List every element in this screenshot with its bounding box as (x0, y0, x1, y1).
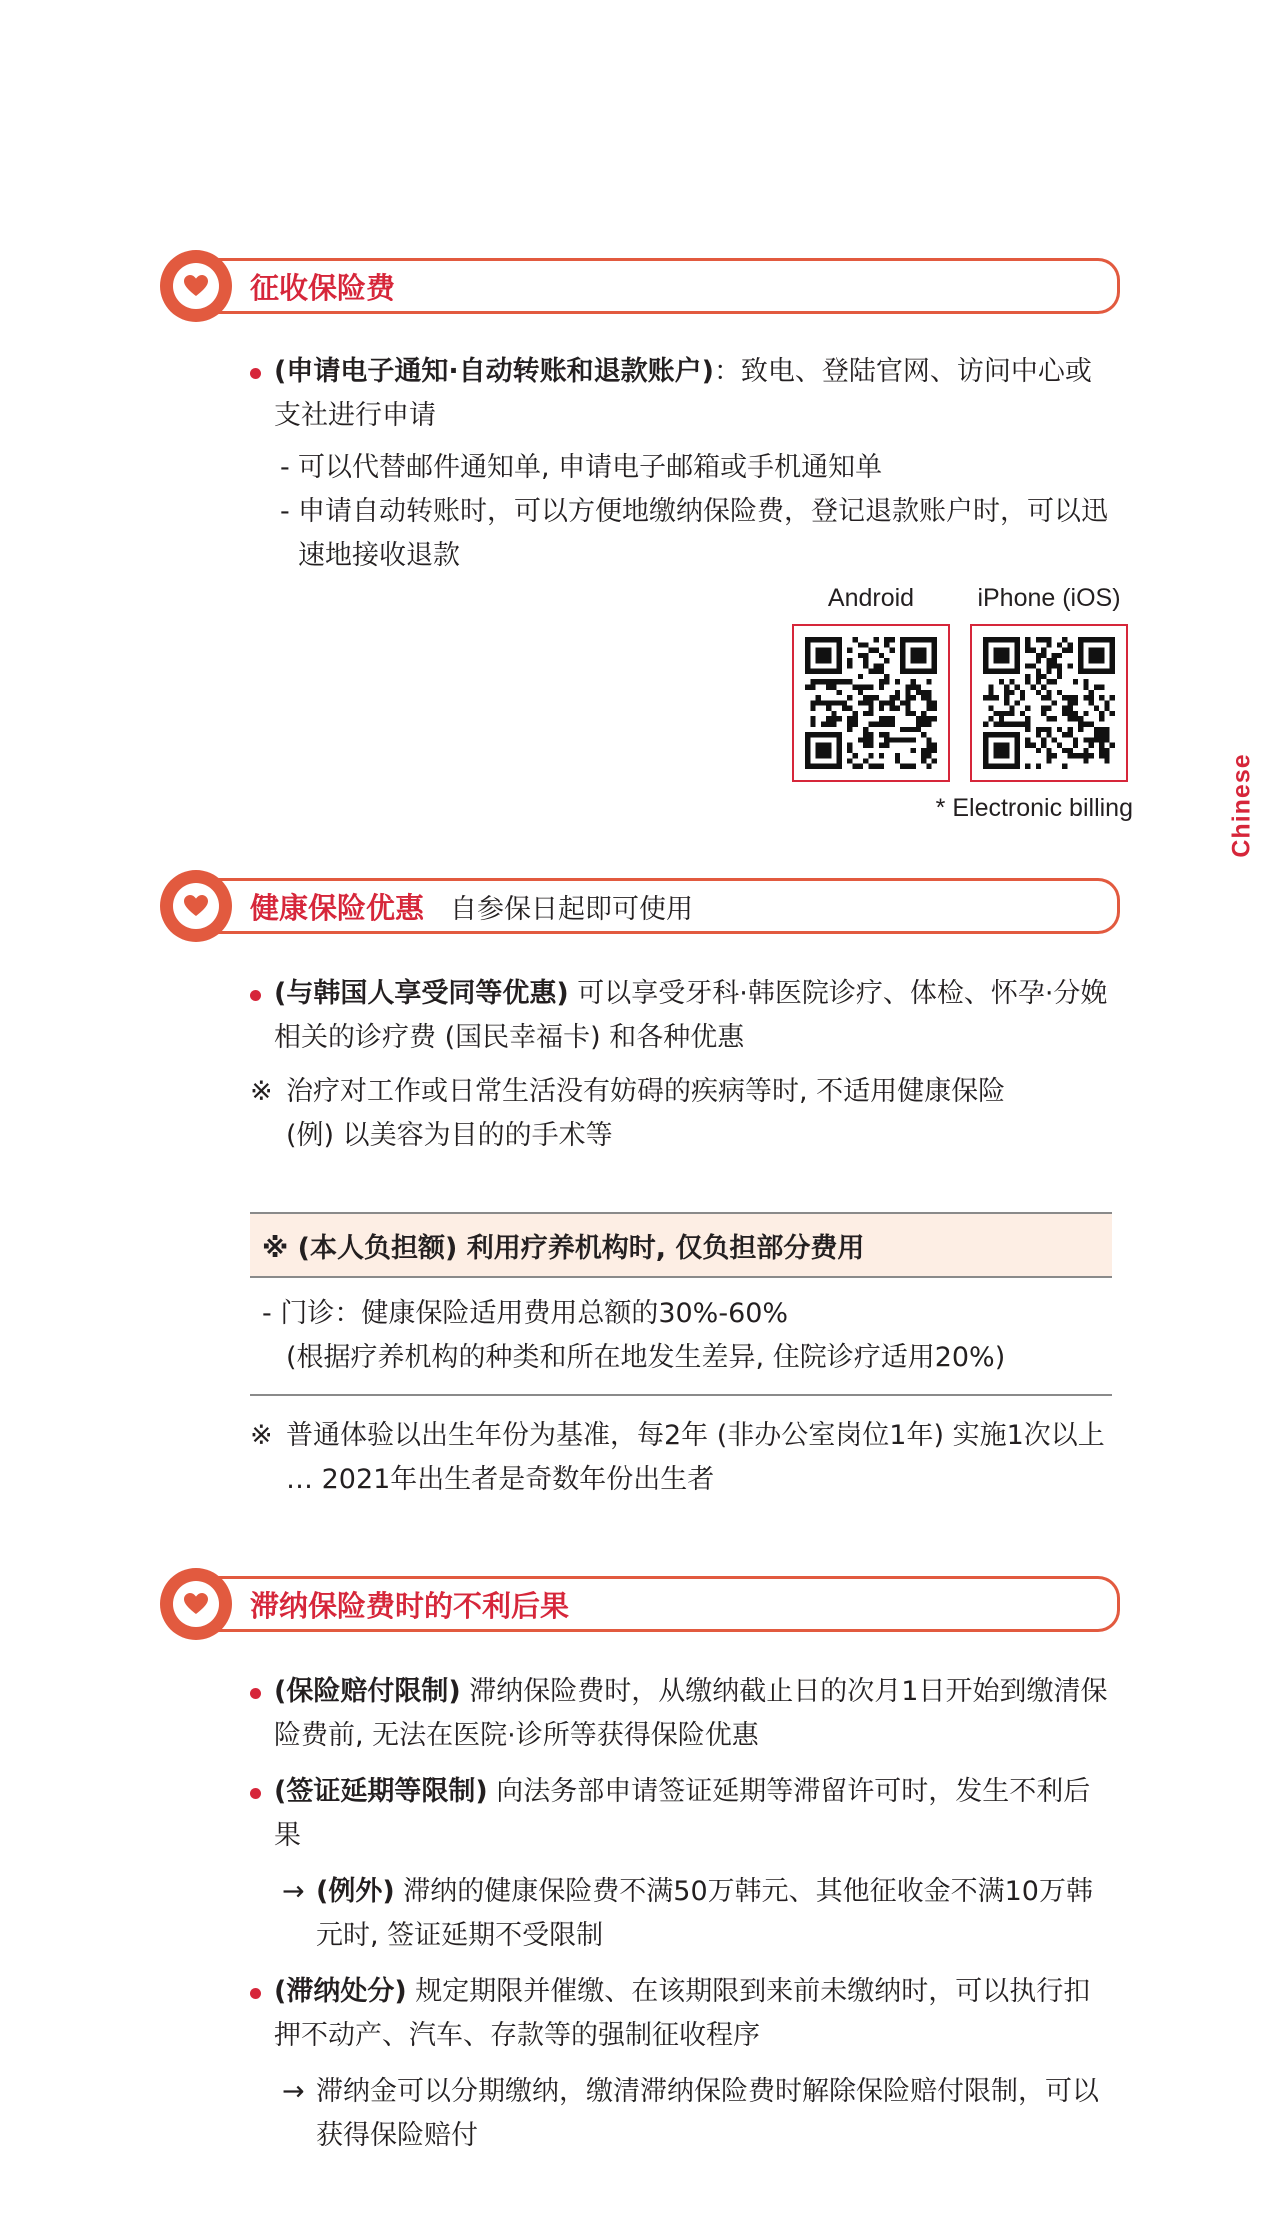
sub-item: → (例外) 滞纳的健康保险费不满50万韩元、其他征收金不满10万韩元时, 签证延期不受限制 (282, 1876, 1093, 1951)
benefit-content (250, 972, 1110, 1158)
section-header-arrears (160, 1568, 1120, 1638)
copay-table-body: - 门诊：健康保险适用费用总额的30%-60% (根据疗养机构的种类和所在地发生差异, 住院诊疗适用20%) (250, 1278, 1112, 1396)
qr-android (792, 580, 950, 782)
qr-caption: * Electronic billing (935, 794, 1133, 822)
collect-content (250, 350, 1110, 578)
section-header-collect (160, 250, 1120, 320)
list-item: (申请电子通知·自动转账和退款账户)：致电、登陆官网、访问中心或支社进行申请 (250, 350, 1110, 438)
note: ※ 治疗对工作或日常生活没有妨碍的疾病等时, 不适用健康保险 (例) 以美容为目的的手术等 (250, 1076, 1006, 1151)
section-marker (160, 250, 232, 322)
language-tab (1222, 745, 1262, 865)
section-title: 滞纳保险费时的不利后果 (250, 1588, 570, 1623)
note: ※ 普通体验以出生年份为基准，每2年 (非办公室岗位1年) 实施1次以上 … 2021年出生者是奇数年份出生者 (250, 1420, 1105, 1495)
section-title: 征收保险费 (250, 270, 396, 305)
copay-table (250, 1212, 1112, 1396)
section-subtitle: 自参保日起即可使用 (450, 893, 694, 925)
list-item: (签证延期等限制) 向法务部申请签证延期等滞留许可时，发生不利后果 (250, 1770, 1110, 1858)
heart-icon (183, 1592, 209, 1616)
section-marker (160, 870, 232, 942)
section-marker (160, 1568, 232, 1640)
sub-item: → 滞纳金可以分期缴纳，缴清滞纳保险费时解除保险赔付限制，可以获得保险赔付 (282, 2076, 1099, 2151)
list-item: (滞纳处分) 规定期限并催缴、在该期限到来前未缴纳时，可以执行扣押不动产、汽车、存款等的强制征收程序 (250, 1970, 1110, 2058)
qr-label: iPhone (iOS) (977, 584, 1121, 612)
section-title: 健康保险优惠 自参保日起即可使用 (250, 880, 693, 932)
qr-ios (970, 580, 1128, 782)
arrears-content (250, 1670, 1110, 2158)
heart-icon (183, 894, 209, 918)
copay-table-header: ※ (本人负担额) 利用疗养机构时, 仅负担部分费用 (250, 1212, 1112, 1278)
section-header-benefit (160, 870, 1120, 940)
sub-item: - 可以代替邮件通知单, 申请电子邮箱或手机通知单 (280, 452, 883, 483)
list-item: (保险赔付限制) 滞纳保险费时，从缴纳截止日的次月1日开始到缴清保险费前, 无法在医院·诊所等获得保险优惠 (250, 1670, 1110, 1758)
language-tab-label: Chinese (1227, 752, 1256, 858)
sub-item: - 申请自动转账时，可以方便地缴纳保险费，登记退款账户时，可以迅速地接收退款 (280, 496, 1108, 571)
qr-label: Android (827, 584, 915, 612)
benefit-note-2 (250, 1414, 1110, 1502)
qr-code-icon[interactable] (970, 624, 1128, 782)
list-item: (与韩国人享受同等优惠) 可以享受牙科·韩医院诊疗、体检、怀孕·分娩相关的诊疗费 (国民幸福卡) 和各种优惠 (250, 972, 1110, 1060)
heart-icon (183, 274, 209, 298)
qr-code-icon[interactable] (792, 624, 950, 782)
